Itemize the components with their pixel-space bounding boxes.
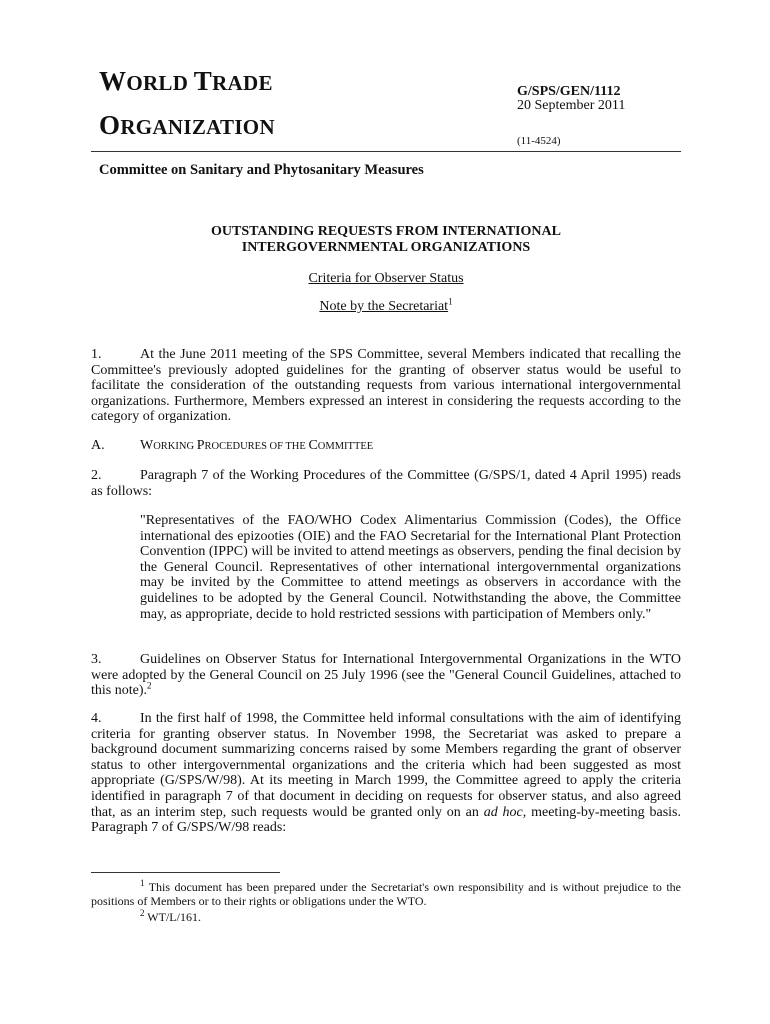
paragraph-text-end: meeting-by-meeting basis. Paragraph 7 of G/SPS/W/98 reads:	[91, 804, 681, 836]
paragraph-text: Guidelines on Observer Status for International Intergovernmental Organizations in the WTO were adopted by the General Council on 25 July 1996 (see the "General Council Guidelines, attached to this note).	[91, 652, 681, 699]
paragraph-1	[91, 347, 681, 425]
title-line-1: OUTSTANDING REQUESTS FROM INTERNATIONAL	[211, 224, 561, 239]
paragraph-4	[91, 711, 681, 836]
paragraph-number: 2.	[91, 468, 102, 483]
section-letter: A.	[91, 438, 105, 453]
paragraph-number: 4.	[91, 711, 102, 726]
footnote-ref-2: 2	[147, 680, 152, 691]
footnote-2	[91, 910, 681, 924]
subtitle	[91, 271, 681, 287]
document-symbol: G/SPS/GEN/1112	[517, 84, 621, 99]
note-text: Note by the Secretariat	[319, 299, 449, 314]
footnote-rule	[91, 872, 280, 873]
italic-ad-hoc: ad hoc,	[483, 804, 527, 820]
title-line-2: INTERGOVERNMENTAL ORGANIZATIONS	[241, 240, 531, 255]
paragraph-text: At the June 2011 meeting of the SPS Committee, several Members indicated that recalling the Committee's previously adopted guidelines for the granting of observer status would be useful to facilitate the consideration of the outstanding requests from various international intergovernmental organizations. Furthermore, Members expressed an interest in considering the requests according to the category of organization.	[91, 347, 681, 425]
committee-name: Committee on Sanitary and Phytosanitary Measures	[99, 162, 424, 178]
paragraph-2	[91, 468, 681, 499]
paragraph-text: Paragraph 7 of the Working Procedures of the Committee (G/SPS/1, dated 4 April 1995) reads as follows:	[91, 468, 681, 499]
footnote-ref-1: 1	[448, 296, 453, 307]
document-date: 20 September 2011	[517, 98, 626, 113]
organization-name-line2: ORGANIZATION	[99, 110, 275, 140]
paragraph-3	[91, 652, 681, 699]
paragraph-text: In the first half of 1998, the Committee held informal consultations with the aim of identifying criteria for granting observer status. In November 1998, the Secretariat was asked to prepare a background document summarizing concerns raised by some Members regarding the grant of observer status to other intergovernmental organizations and the criteria which had been suggested as most appropriate (G/SPS/W/98). At its meeting in March 1999, the Committee agreed to apply the criteria identified in paragraph 7 of that document in deciding on requests for observer status, and also agreed that, as an interim step, such requests would be granted only on an	[91, 711, 681, 820]
footnote-1	[91, 880, 681, 908]
organization-name-line1: WORLD TRADE	[99, 66, 273, 96]
header-rule	[91, 151, 681, 152]
footnote-1-ref: 1	[140, 878, 145, 888]
paragraph-number: 1.	[91, 347, 102, 362]
paragraph-number: 3.	[91, 652, 102, 667]
footnote-1-text: This document has been prepared under the Secretariat's own responsibility and is without prejudice to the positions of Members or to their rights or obligations under the WTO.	[91, 880, 681, 908]
document-number: (11-4524)	[517, 135, 561, 147]
block-quote: "Representatives of the FAO/WHO Codex Alimentarius Commission (Codes), the Office international des epizooties (OIE) and the FAO Secretarial for the International Plant Protection Convention (IPPC) will be invited to attend meetings as observers, pending the final decision by the General Council. Representatives of other international intergovernmental organizations may be invited by the Committee to attend meetings as observers in accordance with the guidelines to be adopted by the General Council. Notwithstanding the above, the Committee may, as appropriate, decide to hold restricted sessions with participation of Members only."	[140, 513, 681, 622]
subtitle-text: Criteria for Observer Status	[308, 271, 464, 286]
footnote-2-text: WT/L/161.	[147, 910, 201, 924]
footnote-2-ref: 2	[140, 908, 145, 918]
section-a-heading: A. WORKING PROCEDURES OF THE COMMITTEE	[91, 438, 374, 453]
note-by-secretariat	[91, 296, 681, 315]
